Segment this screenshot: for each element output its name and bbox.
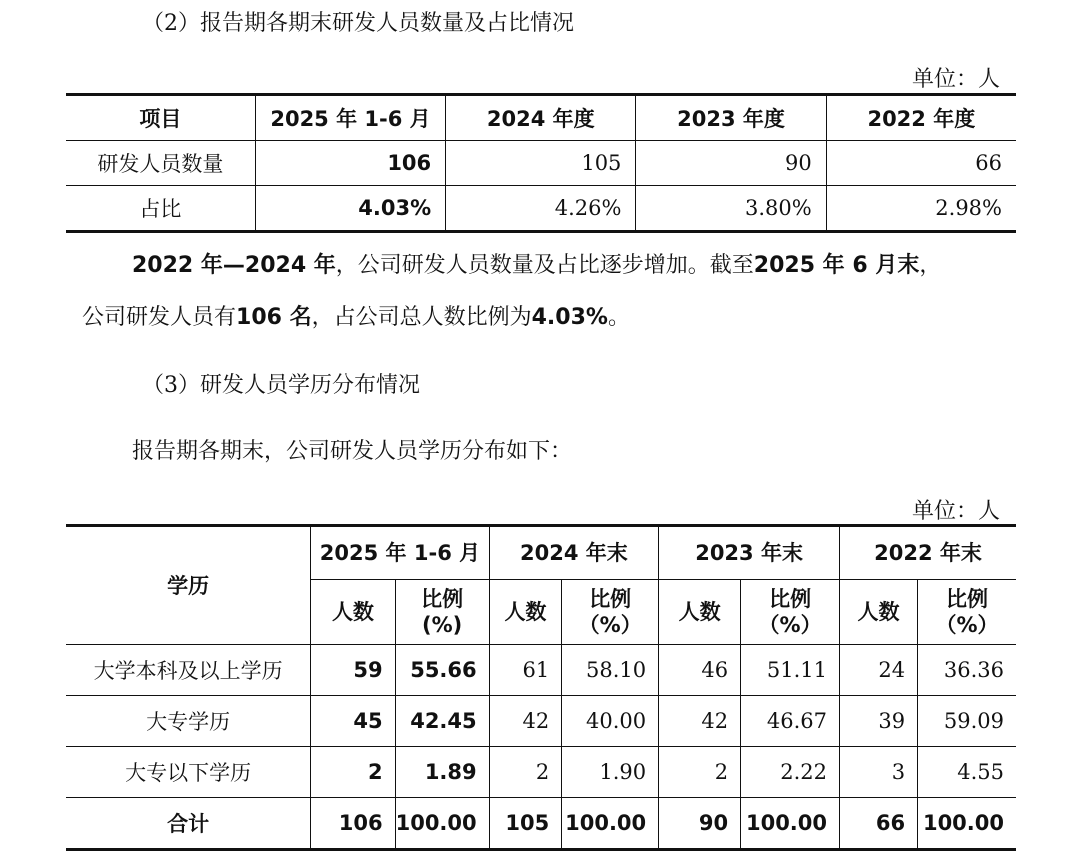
header-2025h1: 2025 年 1-6 月 (255, 95, 445, 141)
cell: 106 (255, 141, 445, 186)
summary-line-1 (132, 242, 941, 290)
table-row (66, 747, 1016, 798)
header-2023: 2023 年末 (659, 526, 840, 580)
cell: 100.00 (395, 798, 489, 850)
subheader-ratio: 比例 （%） (918, 580, 1016, 645)
cell: 59 (311, 645, 395, 696)
cell: 2.22 (741, 747, 840, 798)
cell: 36.36 (918, 645, 1016, 696)
header-item: 项目 (66, 95, 255, 141)
section3-heading: （3）研发人员学历分布情况 (142, 373, 420, 398)
cell: 59.09 (918, 696, 1016, 747)
cell: 4.55 (918, 747, 1016, 798)
text-bold: 2025 年 6 月末 (753, 253, 920, 278)
section3-unit: 单位：人 (911, 499, 1000, 524)
cell: 61 (489, 645, 562, 696)
cell: 55.66 (395, 645, 489, 696)
cell: 46 (659, 645, 741, 696)
text-bold: 106 名 (236, 305, 312, 330)
subheader-count: 人数 (311, 580, 395, 645)
table-header-row (66, 95, 1016, 141)
research-staff-table (66, 93, 1016, 233)
cell: 58.10 (562, 645, 659, 696)
text: ， (919, 253, 942, 278)
cell: 2 (659, 747, 741, 798)
cell: 100.00 (562, 798, 659, 850)
section2-heading: （2）报告期各期末研发人员数量及占比情况 (142, 11, 574, 36)
cell: 39 (840, 696, 918, 747)
cell: 1.90 (562, 747, 659, 798)
row-label: 大专以下学历 (66, 747, 311, 798)
header-2022: 2022 年度 (826, 95, 1016, 141)
subheader-ratio: 比例 （%） (741, 580, 840, 645)
cell: 42.45 (395, 696, 489, 747)
cell: 100.00 (741, 798, 840, 850)
cell: 42 (659, 696, 741, 747)
cell: 66 (826, 141, 1016, 186)
cell: 66 (840, 798, 918, 850)
text-bold: 4.03% (531, 305, 608, 330)
cell: 45 (311, 696, 395, 747)
row-label: 占比 (66, 186, 255, 232)
header-2024: 2024 年度 (446, 95, 636, 141)
table-row (66, 696, 1016, 747)
header-2022: 2022 年末 (840, 526, 1016, 580)
text: 。 (607, 305, 630, 330)
cell: 105 (489, 798, 562, 850)
subheader-ratio: 比例 （%） (562, 580, 659, 645)
cell: 105 (446, 141, 636, 186)
header-education: 学历 (66, 526, 311, 645)
cell: 3.80% (636, 186, 826, 232)
education-distribution-table (66, 524, 1016, 851)
subheader-count: 人数 (659, 580, 741, 645)
cell: 90 (636, 141, 826, 186)
row-label: 合计 (66, 798, 311, 850)
table-row (66, 645, 1016, 696)
header-2023: 2023 年度 (636, 95, 826, 141)
text: ，占公司总人数比例为 (311, 305, 532, 330)
subheader-count: 人数 (840, 580, 918, 645)
section3-intro: 报告期各期末，公司研发人员学历分布如下： (132, 439, 573, 464)
header-2025h1: 2025 年 1-6 月 (311, 526, 489, 580)
row-label: 研发人员数量 (66, 141, 255, 186)
text: ，公司研发人员数量及占比逐步增加。截至 (335, 253, 754, 278)
cell: 2.98% (826, 186, 1016, 232)
cell: 90 (659, 798, 741, 850)
subheader-count: 人数 (489, 580, 562, 645)
cell: 2 (489, 747, 562, 798)
cell: 3 (840, 747, 918, 798)
cell: 24 (840, 645, 918, 696)
table-row (66, 141, 1016, 186)
cell: 106 (311, 798, 395, 850)
text-bold: 2022 年—2024 年 (132, 253, 336, 278)
table-row (66, 186, 1016, 232)
cell: 46.67 (741, 696, 840, 747)
cell: 51.11 (741, 645, 840, 696)
text: 公司研发人员有 (82, 305, 237, 330)
cell: 4.03% (255, 186, 445, 232)
cell: 40.00 (562, 696, 659, 747)
section2-unit: 单位：人 (911, 67, 1000, 92)
table-header-row (66, 526, 1016, 580)
row-label: 大专学历 (66, 696, 311, 747)
subheader-ratio: 比例 (%) (395, 580, 489, 645)
cell: 1.89 (395, 747, 489, 798)
summary-line-2 (82, 294, 630, 342)
total-row (66, 798, 1016, 850)
cell: 4.26% (446, 186, 636, 232)
row-label: 大学本科及以上学历 (66, 645, 311, 696)
cell: 100.00 (918, 798, 1016, 850)
cell: 2 (311, 747, 395, 798)
cell: 42 (489, 696, 562, 747)
header-2024: 2024 年末 (489, 526, 659, 580)
